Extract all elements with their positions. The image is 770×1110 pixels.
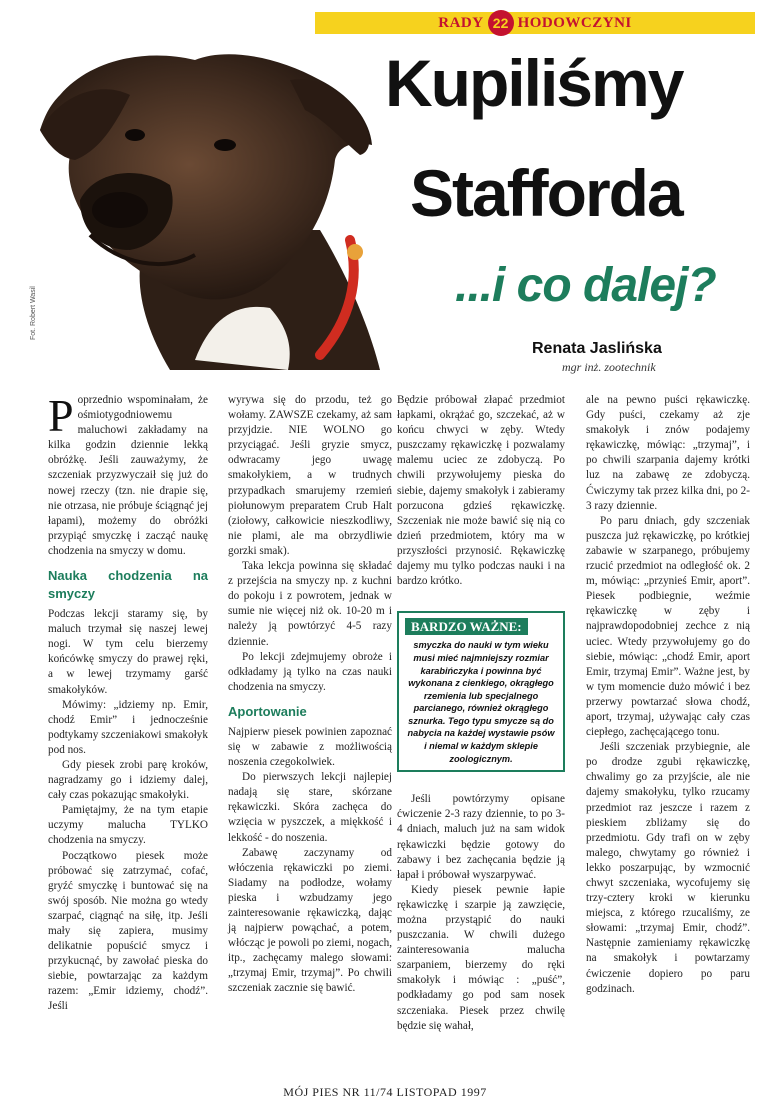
article-subtitle: ...i co dalej? [455,259,716,312]
page-footer: MÓJ PIES NR 11/74 LISTOPAD 1997 [283,1085,487,1099]
paragraph: Najpierw piesek powinien zapoznać się w zabawie z możliwością noszenia czegokolwiek. [228,725,392,769]
drop-cap: P [48,390,74,441]
paragraph: Mówimy: „idziemy np. Emir, chodź Emir” i jednocześnie podtykamy szczeniakowi smakołyk pod nos. [48,698,208,756]
important-note-title: BARDZO WAŻNE: [405,618,528,635]
paragraph: Jeśli szczeniak przybiegnie, ale po drodze zgubi rękawiczkę, chwalimy go za przyjście, ale nie dajemy smakołyku, tylko rzucamy przedmiot raz jeszcze i razem z pieskiem zbliżamy się do przedmiotu. Gdy trafi on w zęby malego, chwytamy go również i lekko poszarpując, by wzmocnić chwyt szczeniaka, wycofujemy się trzy-cztery kroki w kierunku miejsca, z którego rzucaliśmy, ze słowami: „trzymaj Emir, chodź”. Następnie zamieniamy rękawiczkę na smakołyk i powtarzamy ćwiczenie dopiero po paru godzinach. [586,741,750,995]
article-column-3 [397,393,565,1034]
paragraph: Gdy piesek zrobi parę kroków, nagradzamy go i idziemy dalej, cały czas pokazując smakołyki. [48,758,208,802]
article-column-1 [48,390,208,1015]
section-header-right: HODOWCZYNI [517,14,632,31]
section-heading-leash: Nauka chodzenia na smyczy [48,568,208,602]
article-title-line1: Kupiliśmy [385,46,683,120]
paragraph: Po lekcji zdejmujemy obroże i odkładamy ją tylko na czas nauki chodzenia na smyczy. [228,650,392,693]
paragraph: ale na pewno puści rękawiczkę. Gdy puści, czekamy aż zje smakołyk i znów podajemy rękawiczkę, mówiąc: „trzymaj”, i po chwili szarpania dajemy krótki luz na zabawę ze zdobyczą. Ćwiczymy tak przez kilka dni, po 2-3 razy dziennie. [586,394,750,512]
paragraph: Taka lekcja powinna się składać z przejścia na smyczy np. z kuchni do pokoju i z powrotem, jednak w sumie nie więcej niż ok. 10-20 m i należy ją powtórzyć 4-5 razy dziennie. [228,560,392,648]
paragraph: Do pierwszych lekcji najlepiej nadają się stare, skórzane rękawiczki. Skóra zachęca do wzięcia w pyszczek, a miękkość i lekkość - do noszenia. [228,771,392,844]
important-note-box [397,611,565,772]
intro-paragraph [48,390,208,559]
author-role: mgr inż. zootechnik [562,360,656,374]
dog-illustration [20,40,440,370]
intro-text: oprzednio wspominałam, że ośmiotygodniowemu maluchowi zakładamy na kilka godzin dziennie lekką obróżkę. Jeśli zauważymy, że szczeniak przyzwyczaił się już do nowej rzeczy (tzn. nie drapie się, nie otrzasa, nie próbuje ściągnąć jej łapami), możemy do obróżki przypiąć smyczkę i zacząć naukę chodzenia na smyczy w domu. [48,394,208,557]
paragraph: Podczas lekcji staramy się, by maluch trzymał się naszej lewej nogi. W tym celu bierzemy końcówkę smyczy do prawej ręki, a w lewej trzymamy garść smakołyków. [48,608,208,696]
paragraph: Pamiętajmy, że na tym etapie uczymy malucha TYLKO chodzenia na smyczy. [48,804,208,847]
photo-credit: Fot. Robert Wasil [30,286,37,340]
paragraph: Zabawę zaczynamy od włóczenia rękawiczki po ziemi. Siadamy na podłodze, wołamy pieska i wzbudzamy jego zainteresowanie rękawiczką, dając ją najpierw powąchać, a potem, włócząc je powoli po ziemi, nogach, itp., zachęcamy malego słowami: „trzymaj Emir, trzymaj”. Po chwili szczeniak zacznie się bawić. [228,846,392,995]
paragraph: Po paru dniach, gdy szczeniak puszcza już rękawiczkę, po krótkiej zabawie w szarpanego, próbujemy rzucić przedmiot na odległość ok. 2 m, mówiąc: „przynieś Emir, aport”. Piesek podbiegnie, weźmie rękawiczkę w zęby i najprawdopodobniej zechce z nią uciec. Wtedy przywołujemy go do siebie, mówiąc: „chodź Emir, aport Emir, trzymaj Emir”. Ważne jest, by w tym momencie dużo mówić i bez przerwy powtarzać słowa chodź, aport, trzymaj, używając cały czas ciepłego, zachęcającego tonu. [586,514,750,739]
paragraph: Jeśli powtórzymy opisane ćwiczenie 2-3 razy dziennie, to po 3-4 dniach, maluch już na sam widok rękawiczki będzie gotowy do zabawy i bez zachęcania będzie ją łapał i próbował wyszarpywać. [397,793,565,881]
section-header-left: RADY [438,14,484,31]
section-header [315,12,755,34]
paragraph: wyrywa się do przodu, też go wołamy. ZAWSZE czekamy, aż sam przyjdzie. NIE WOLNO go przyciągać. Jeśli gryzie smycz, odwracamy jego uwagę smakołykiem, a w trudnych przypadkach smarujemy rzemień piołunowym preparatem Crub Halt (ziołowy, całkowicie nieszkodliwy, nie plami, ale ma obrzydliwie gorzki smak). [228,394,392,557]
section-heading-fetch: Aportowanie [228,703,307,719]
article-title-line2: Stafforda [410,156,682,230]
article-column-4 [586,393,750,997]
paragraph: Początkowo piesek może próbować się zatrzymać, cofać, gryźć smyczkę i buntować się na swój sposób. Nie można go wtedy szarpać, ciągnąć na siłę, itp. Jeśli mały się zapiera, musimy delikatnie popuścić smycz i przykucnąć, by zawołać pieska do siebie, powtarzając za każdym razem: „Emir idziemy, chodź”. Jeśli [48,849,208,1013]
paragraph: Kiedy piesek pewnie łapie rękawiczkę i szarpie ją zawzięcie, można przystąpić do nauki puszczania. W chwili dużego zainteresowania malucha szarpaniem, bierzemy do ręki smakołyk i mówiąc : „puść”, podkładamy go pod sam nosek szczeniaka. Piesek przez chwilę będzie się wahał, [397,883,565,1032]
paragraph: Będzie próbował złapać przedmiot łapkami, okrążać go, szczekać, aż w końcu chwyci w zęby. Wtedy puszczamy rękawiczkę i pozwalamy malemu uciec ze zdobyczą. Po chwili przywołujemy pieska do siebie, dajemy smakołyk i zabieramy porzucona gdzieś rękawiczkę. Szczeniak nie może bawić się nią co dzień przedmiotem, który ma w przyszłości przynosić. Rękawiczkę dajemy mu tylko podczas nauki i na bardzo krótko. [397,394,565,588]
dog-photo [20,40,440,370]
section-header-badge: 22 [488,10,514,36]
article-column-2 [228,393,392,997]
author-name: Renata Jaslińska [532,340,662,357]
important-note-body: smyczka do nauki w tym wieku musi mieć najmniejszy rozmiar karabińczyka i powinna być wykonana z cienkiego, okrągłego rzemienia lub specjalnego parcianego, również okrągłego sznurka. Tego typu smycze są do nabycia na każdej wystawie psów i niemal w każdym sklepie zoologicznym. [407,640,555,764]
